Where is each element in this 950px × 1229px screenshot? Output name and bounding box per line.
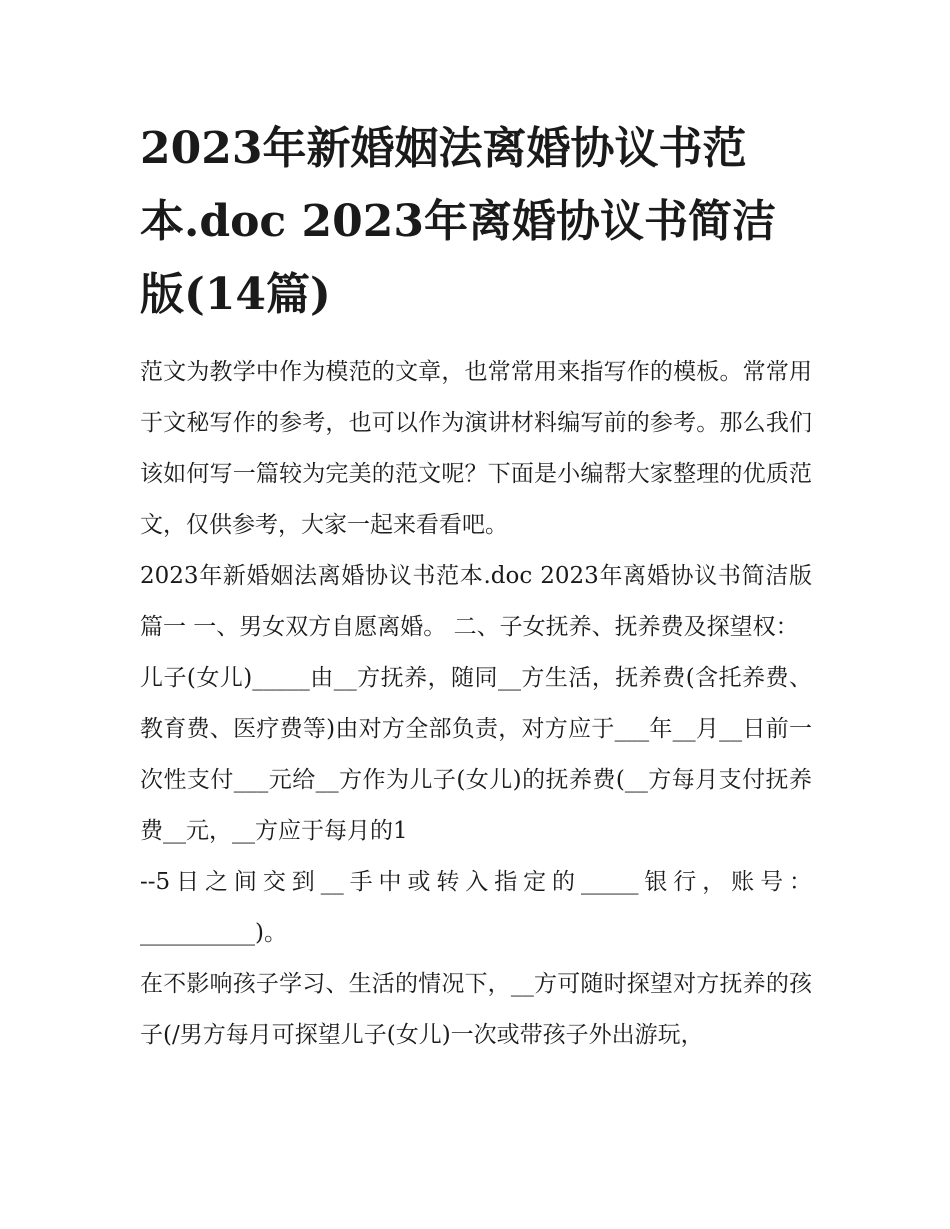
section-heading-paragraph: 2023年新婚姻法离婚协议书范本.doc 2023年离婚协议书简洁版篇一 一、男女双方自愿离婚。 二、子女抚养、抚养费及探望权：: [140, 563, 812, 640]
document-page: [140, 112, 812, 1061]
custody-paragraph: 儿子(女儿)_____由__方抚养，随同__方生活，抚养费(含托养费、教育费、医疗费等)由对方全部负责，对方应于___年__月__日前一次性支付___元给__方作为儿子(女儿)的抚养费(__方每月支付抚养费__元，__方应于每月的1: [140, 665, 812, 844]
visitation-paragraph: 在不影响孩子学习、生活的情况下，__方可随时探望对方抚养的孩子(/男方每月可探望儿子(女儿)一次或带孩子外出游玩，: [140, 971, 812, 1048]
intro-paragraph: 范文为教学中作为模范的文章，也常常用来指写作的模板。常常用于文秘写作的参考，也可以作为演讲材料编写前的参考。那么我们该如何写一篇较为完美的范文呢？下面是小编帮大家整理的优质范文，仅供参考，大家一起来看看吧。: [140, 359, 812, 538]
payment-paragraph: --5日之间交到__手中或转入指定的_____银行，账号：__________)。: [140, 869, 812, 946]
document-title: 2023年新婚姻法离婚协议书范本.doc 2023年离婚协议书简洁版(14篇): [140, 123, 777, 320]
